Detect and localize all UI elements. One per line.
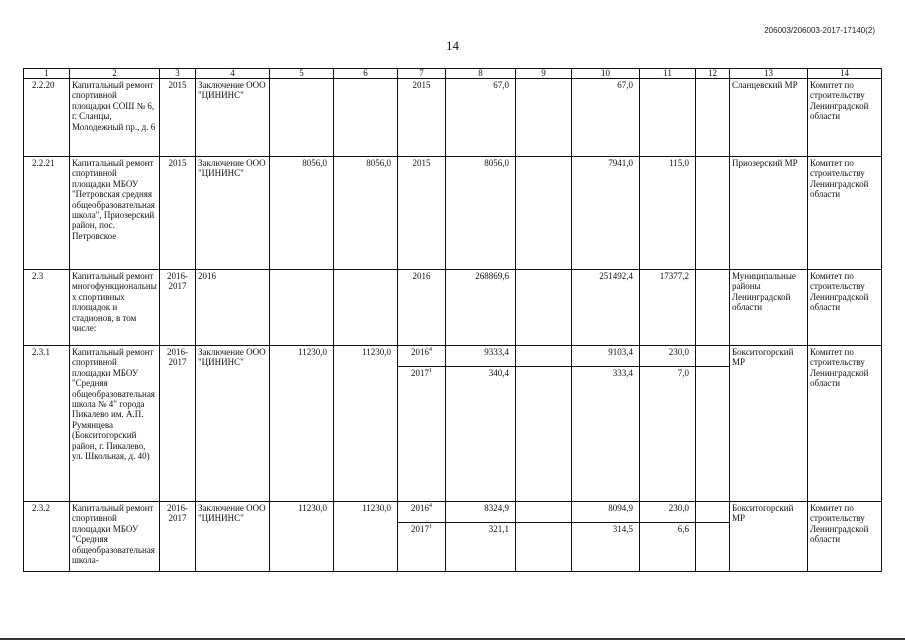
municipal-district: Сланцевский МР [730,79,808,157]
regional-budget: 67,0 [572,79,640,157]
local-budget: 7,0 [640,367,696,502]
column-number: 9 [516,69,572,79]
table-row [24,346,882,367]
basis-document: Заключение ООО "ЦИНИНС" [196,79,270,157]
federal-budget [516,157,572,270]
start-period: 2016-2017 [160,270,196,346]
other-sources [696,79,730,157]
item-number: 2.3.2 [24,502,70,572]
item-number: 2.3 [24,270,70,346]
federal-budget [516,79,572,157]
item-name: Капитальный ремонт спортивной площадки СОШ № 6, г. Сланцы, Молодежный пр., д. 6 [70,79,160,157]
financing-year [398,523,446,572]
footnote-mark: 1 [429,524,432,530]
other-sources [696,346,730,367]
program-table [23,68,882,572]
local-budget: 230,0 [640,346,696,367]
footnote-mark: 1 [429,368,432,374]
basis-document: Заключение ООО "ЦИНИНС" [196,157,270,270]
other-sources [696,523,730,572]
estimated-cost: 8056,0 [270,157,334,270]
column-number: 8 [446,69,516,79]
financing-year-value: 2017 [411,524,429,534]
table-row [24,79,882,157]
responsible-executor: Комитет по строительству Ленинградской области [808,270,882,346]
estimated-cost: 11230,0 [270,502,334,572]
other-sources [696,367,730,502]
financing-year [398,367,446,502]
total-amount: 8056,0 [446,157,516,270]
item-number: 2.3.1 [24,346,70,502]
municipal-district: Муниципальные районы Ленинградской области [730,270,808,346]
regional-budget: 314,5 [572,523,640,572]
remaining-cost [334,270,398,346]
column-number: 1 [24,69,70,79]
federal-budget [516,367,572,502]
column-number: 2 [70,69,160,79]
financing-year-value: 2015 [412,80,431,90]
column-number: 6 [334,69,398,79]
basis-document: Заключение ООО "ЦИНИНС" [196,346,270,502]
federal-budget [516,523,572,572]
start-period: 2015 [160,79,196,157]
total-amount: 67,0 [446,79,516,157]
financing-year-value: 2016 [412,271,431,281]
footnote-mark: 4 [429,347,432,353]
regional-budget: 8094,9 [572,502,640,523]
financing-year [398,502,446,523]
responsible-executor: Комитет по строительству Ленинградской области [808,502,882,572]
estimated-cost: 11230,0 [270,346,334,502]
remaining-cost: 11230,0 [334,502,398,572]
regional-budget: 7941,0 [572,157,640,270]
total-amount: 268869,6 [446,270,516,346]
responsible-executor: Комитет по строительству Ленинградской области [808,79,882,157]
municipal-district: Бокситогорский МР [730,502,808,572]
column-number-row [24,69,882,79]
financing-year [398,270,446,346]
financing-year [398,346,446,367]
item-name: Капитальный ремонт многофункциональных спортивных площадок и стадионов, в том числе: [70,270,160,346]
local-budget: 6,6 [640,523,696,572]
page-number: 14 [446,38,459,53]
column-number: 11 [640,69,696,79]
column-number: 3 [160,69,196,79]
column-number: 14 [808,69,882,79]
column-number: 10 [572,69,640,79]
start-period: 2016-2017 [160,502,196,572]
municipal-district: Бокситогорский МР [730,346,808,502]
federal-budget [516,502,572,523]
start-period: 2016-2017 [160,346,196,502]
other-sources [696,270,730,346]
total-amount: 9333,4 [446,346,516,367]
column-number: 5 [270,69,334,79]
remaining-cost [334,79,398,157]
item-name: Капитальный ремонт спортивной площадки МБОУ "Средняя общеобразовательная школа- [70,502,160,572]
estimated-cost [270,79,334,157]
financing-year-value: 2016 [411,347,429,357]
total-amount: 8324,9 [446,502,516,523]
item-name: Капитальный ремонт спортивной площадки МБОУ "Средняя общеобразовательная школа № 4" города Пикалево им. А.П. Румянцева (Бокситогорский район, г. Пикалево, ул. Школьная, д. 40) [70,346,160,502]
federal-budget [516,346,572,367]
financing-year [398,79,446,157]
column-number: 7 [398,69,446,79]
basis-document: Заключение ООО "ЦИНИНС" [196,502,270,572]
column-number: 4 [196,69,270,79]
item-name: Капитальный ремонт спортивной площадки МБОУ "Петровская средняя общеобразовательная школа", Приозерский район, пос. Петровское [70,157,160,270]
item-number: 2.2.21 [24,157,70,270]
total-amount: 321,1 [446,523,516,572]
column-number: 12 [696,69,730,79]
table-row [24,502,882,523]
column-number: 13 [730,69,808,79]
other-sources [696,157,730,270]
federal-budget [516,270,572,346]
remaining-cost: 8056,0 [334,157,398,270]
item-number: 2.2.20 [24,79,70,157]
local-budget [640,79,696,157]
other-sources [696,502,730,523]
financing-year [398,157,446,270]
regional-budget: 333,4 [572,367,640,502]
total-amount: 340,4 [446,367,516,502]
responsible-executor: Комитет по строительству Ленинградской области [808,157,882,270]
start-period: 2015 [160,157,196,270]
footnote-mark: 4 [429,503,432,509]
regional-budget: 9103,4 [572,346,640,367]
financing-year-value: 2016 [411,503,429,513]
municipal-district: Приозерский МР [730,157,808,270]
table-row [24,157,882,270]
financing-year-value: 2015 [412,158,431,168]
table-row [24,270,882,346]
document-number: 206003/206003-2017-17140(2) [764,26,875,35]
estimated-cost [270,270,334,346]
local-budget: 115,0 [640,157,696,270]
basis-document: 2016 [196,270,270,346]
financing-year-value: 2017 [411,368,429,378]
regional-budget: 251492,4 [572,270,640,346]
remaining-cost: 11230,0 [334,346,398,502]
responsible-executor: Комитет по строительству Ленинградской области [808,346,882,502]
local-budget: 230,0 [640,502,696,523]
local-budget: 17377,2 [640,270,696,346]
